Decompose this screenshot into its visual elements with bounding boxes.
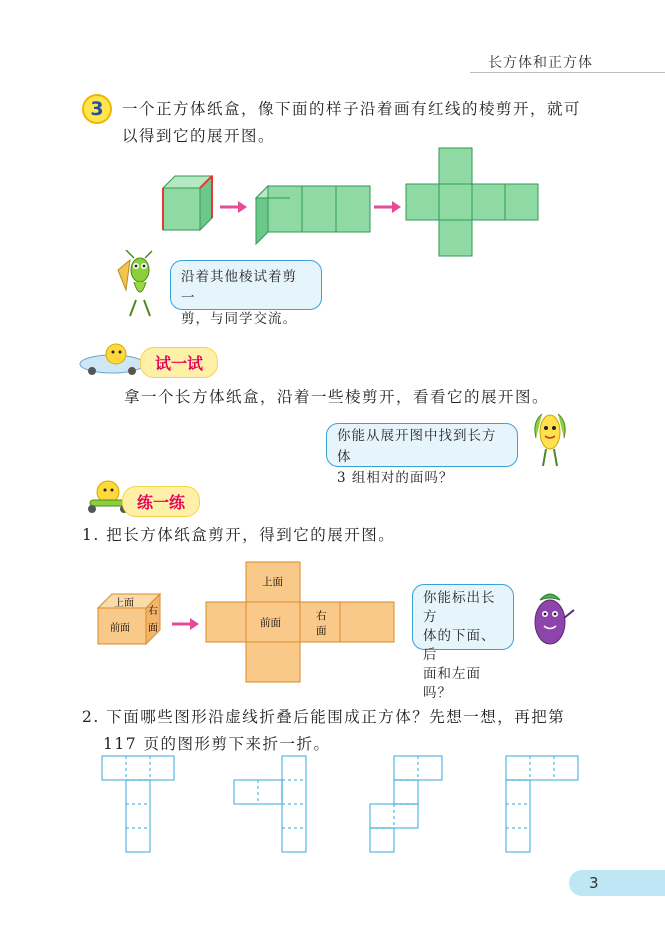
bubble-line: 3 组相对的面吗？ [337, 470, 454, 486]
net-right-label-2: 面 [316, 625, 327, 637]
question-2-line2: 117 页的图形剪下来折一折。 [103, 735, 331, 753]
question-1: 1. 把长方体纸盒剪开，得到它的展开图。 [82, 526, 396, 544]
header-divider [470, 72, 665, 73]
net-top-label: 上面 [262, 576, 283, 588]
cuboid-front-label: 前面 [110, 623, 130, 634]
cuboid-right-label-1: 右 [148, 606, 158, 617]
example-number-badge: 3 [82, 94, 112, 124]
arrow-2-icon [374, 201, 401, 213]
cuboid-top-label: 上面 [114, 598, 134, 609]
speech-bubble-opposite-faces [326, 423, 518, 486]
practice-banner: 练一练 [122, 486, 200, 517]
page-number: 3 [569, 870, 665, 896]
bubble-line: 沿着其他棱试着剪一 [181, 269, 297, 306]
partial-unfold-figure [256, 186, 370, 244]
example-text-line1: 一个正方体纸盒，像下面的样子沿着画有红线的棱剪开，就可 [122, 100, 582, 118]
bubble-line: 体的下面、后 [423, 628, 496, 663]
question-2-line1: 2. 下面哪些图形沿虚线折叠后能围成正方体？先想一想，再把第 [82, 708, 566, 726]
try-it-instruction: 拿一个长方体纸盒，沿着一些棱剪开，看看它的展开图。 [124, 388, 550, 406]
net-option-3 [370, 756, 442, 852]
speech-bubble-cut-edges [170, 260, 322, 327]
arrow-3-icon [172, 618, 199, 630]
eggplant-mascot-icon [526, 586, 578, 652]
net-right-label-1: 右 [316, 610, 327, 622]
corn-mascot-icon [528, 408, 572, 470]
bubble-line: 你能标出长方 [423, 590, 496, 625]
chapter-title: 长方体和正方体 [488, 55, 593, 71]
grasshopper-mascot-icon [112, 250, 164, 320]
speech-bubble-label-faces [412, 584, 514, 701]
bubble-line: 你能从展开图中找到长方体 [337, 428, 497, 465]
cuboid-right-label-2: 面 [148, 623, 158, 634]
cube-nets-row [96, 752, 586, 856]
net-option-2 [234, 756, 306, 852]
cube-net-figure [406, 148, 538, 256]
bubble-line: 面和左面吗？ [423, 666, 481, 701]
net-option-4 [506, 756, 578, 852]
cube-unfold-illustration [150, 140, 550, 260]
car-mascot-icon [76, 340, 148, 376]
cuboid-net-figure [206, 562, 394, 682]
cuboid-unfold-illustration [92, 558, 404, 686]
net-option-1 [102, 756, 174, 852]
bubble-line: 剪，与同学交流。 [181, 311, 297, 327]
try-it-banner: 试一试 [140, 347, 218, 378]
example-text-line2: 以得到它的展开图。 [122, 127, 276, 145]
arrow-1-icon [220, 201, 247, 213]
net-front-label: 前面 [260, 617, 281, 629]
cube-figure [163, 176, 212, 230]
